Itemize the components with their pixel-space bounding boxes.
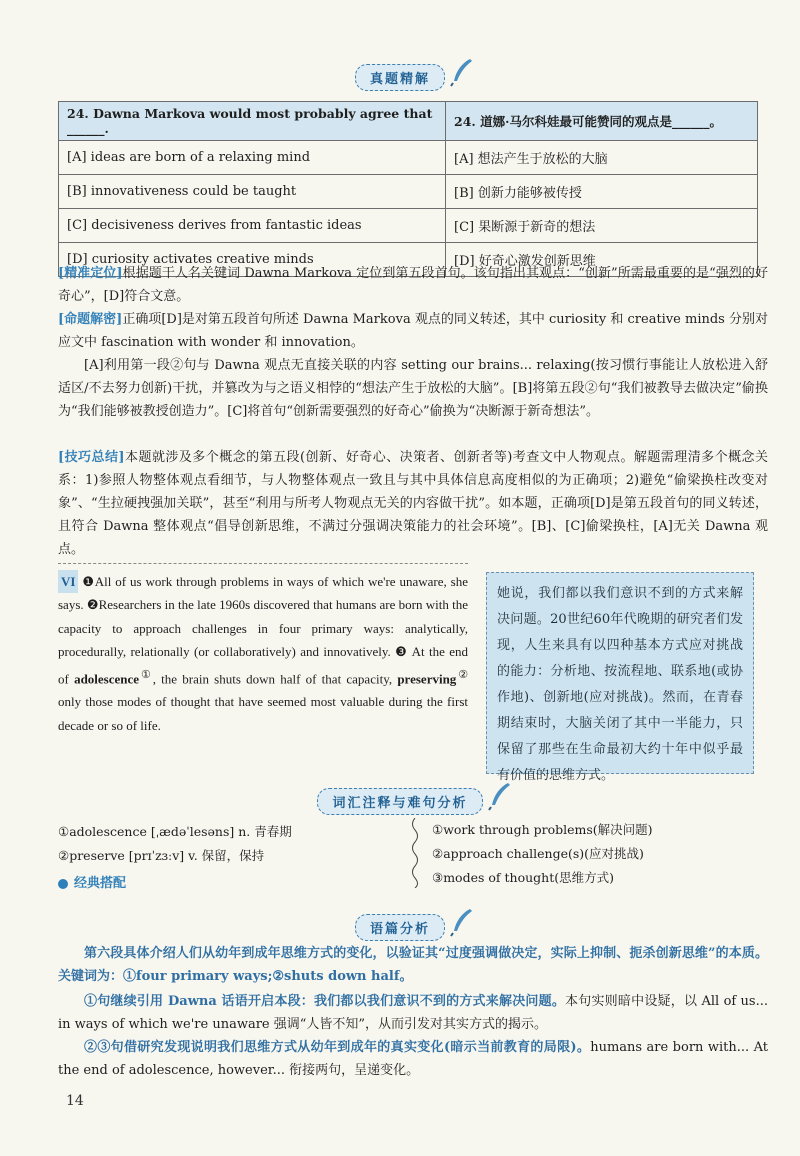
sentence-3-part: only those modes of thought that have seemed most valuable during the first decade or so of life. (58, 694, 468, 733)
collocation-label: 经典搭配 (74, 876, 127, 891)
phrase-list (432, 818, 653, 890)
option-a-en: [A] ideas are born of a relaxing mind (59, 141, 446, 175)
vocab-list (58, 820, 292, 868)
vocab-item: ②preserve [prɪˈzɜːv] v. 保留，保持 (58, 848, 265, 863)
explanation-text: 正确项[D]是对第五段首句所述 Dawna Markova 观点的同义转述，其中 curiosity 和 creative minds 分别对应文中 fascination with wonder 和 innovation。 (58, 312, 768, 350)
explanation-text: 本题就涉及多个概念的第五段(创新、好奇心、决策者、创新者等)考查文中人物观点。解题需理清多个概念关系：1)参照人物整体观点看细节，与人物整体观点一致且与其中具体信息高度相似的为正确项；2)避免“偷梁换柱改变对象”、“生拉硬拽强加关联”，甚至“利用与所考人物观点无关的内容做干扰”。如本题，正确项[D]是第五段首句的同义转述，且符合 Dawna 整体观点“倡导创新思维，不满过分强调决策能力的社会环境”。[B]、[C]偷梁换柱，[A]无关 Dawna 观点。 (58, 450, 768, 557)
tag-decode: [命题解密] (58, 312, 123, 327)
option-c-en: [C] decisiveness derives from fantastic ideas (59, 209, 446, 243)
quill-pen-icon (448, 57, 474, 87)
passage-paragraph (58, 570, 468, 737)
sentence-3-part: , the brain shuts down half of that capacity, (152, 670, 393, 686)
section-header-discourse (0, 914, 800, 941)
quill-pen-icon (486, 781, 512, 811)
sentence-marker: ❷ (86, 597, 99, 613)
sentence-marker: ❸ (395, 644, 408, 660)
paragraph-number: VI (58, 570, 78, 593)
question-stem-cn: 24. 道娜·马尔科娃最可能赞同的观点是______。 (446, 102, 758, 141)
analysis-text: ②③句借研究发现说明我们思维方式从幼年到成年的真实变化(暗示当前教育的局限)。 (84, 1040, 591, 1055)
table-row (59, 102, 758, 141)
translation-text: 她说，我们都以我们意识不到的方式来解决问题。20世纪60年代晚期的研究者们发现，人生来具有以四种基本方式应对挑战的能力：分析地、按流程地、联系地(或协作地)、创新地(应对挑战)。然而，在青春期结束时，大脑关闭了其中一半能力，只保留了那些在生命最初大约十年中似乎最有价值的思维方式。 (497, 586, 743, 783)
option-c-cn: [C] 果断源于新奇的想法 (446, 209, 758, 243)
ornament-divider (410, 818, 420, 888)
option-b-en: [B] innovativeness could be taught (59, 175, 446, 209)
sentence-marker: ❶ (82, 574, 95, 589)
vocab-item: ①adolescence [ˌædəˈlesəns] n. 青春期 (58, 824, 292, 839)
sentence-3-part: At the end of (58, 644, 468, 686)
phrase-item: ③modes of thought(思维方式) (432, 870, 614, 885)
page-number: 14 (66, 1093, 84, 1109)
section-header-label: 真题精解 (369, 72, 430, 87)
explanation-decode (58, 308, 768, 354)
explanation-text: [A]利用第一段②句与 Dawna 观点无直接关联的内容 setting our brains... relaxing(按习惯行事能让人放松进入舒适区/不去努力创新)干扰，并篡改为与之语义相悖的“想法产生于放松的大脑”。[B]将第五段②句“我们被教导去做决定”偷换为“我们能够被教授创造力”。[C]将首句“创新需要强烈的好奇心”偷换为“决断源于新奇想法”。 (58, 358, 768, 419)
analysis-text: 第六段具体介绍人们从幼年到成年思维方式的变化，以验证其“过度强调做决定，实际上抑制、扼杀创新思维”的本质。关键词为： (58, 946, 768, 984)
discourse-paragraph-3 (58, 1036, 768, 1082)
question-table (58, 101, 758, 277)
table-row (59, 175, 758, 209)
sentence-1: All of us work through problems in ways of which we're unaware, she says. (58, 574, 469, 613)
phrase-item: ①work through problems(解决问题) (432, 822, 653, 837)
explanation-location (58, 262, 768, 308)
quill-pen-icon (448, 907, 474, 937)
vocab-word: adolescence (74, 670, 140, 686)
table-row (59, 141, 758, 175)
bullet-icon (58, 879, 68, 889)
divider (58, 563, 468, 564)
tag-skills: [技巧总结] (58, 450, 125, 465)
sentence-2: Researchers in the late 1960s discovered that humans are born with the capacity to approach challenges in four primary ways: analytically, procedurally, relationally (or collaboratively) and innovatively. (58, 597, 468, 660)
analysis-text: ①句继续引用 Dawna 话语开启本段：我们都以我们意识不到的方式来解决问题。 (84, 994, 566, 1009)
explanation-skills (58, 446, 768, 561)
section-header-label: 语篇分析 (369, 922, 430, 937)
section-header-label: 词汇注释与难句分析 (332, 796, 468, 811)
analysis-text: humans are born with... At the end of adolescence, however... 衔接两句，呈递变化。 (58, 1040, 768, 1078)
question-stem-en: 24. Dawna Markova would most probably agree that ______. (59, 102, 446, 141)
section-header-vocab (0, 788, 800, 815)
section-header-real-question (0, 64, 800, 91)
discourse-paragraph-1: 第六段具体介绍人们从幼年到成年思维方式的变化，以验证其“过度强调做决定，实际上抑制、扼杀创新思维”的本质。关键词为：①four primary ways;②shuts down half。 (58, 946, 768, 984)
option-d-cn: [D] 好奇心激发创新思维 (446, 243, 758, 277)
tag-precise-location: [精准定位] (58, 266, 123, 281)
discourse-paragraph-2 (58, 990, 768, 1036)
analysis-text: 本句实则暗中设疑，以 All of us... in ways of which we're unaware 强调“人皆不知”，从而引发对其实方式的揭示。 (58, 994, 768, 1032)
table-row (59, 209, 758, 243)
translation-box (486, 572, 754, 783)
option-a-cn: [A] 想法产生于放松的大脑 (446, 141, 758, 175)
option-b-cn: [B] 创新力能够被传授 (446, 175, 758, 209)
footnote-marker: ① (139, 668, 153, 681)
collocation-heading (58, 872, 126, 891)
explanation-distractors (58, 354, 768, 423)
option-d-en: [D] curiosity activates creative minds (59, 243, 446, 277)
keywords: ①four primary ways;②shuts down half (123, 969, 400, 984)
phrase-item: ②approach challenge(s)(应对挑战) (432, 846, 644, 861)
explanation-text: 根据题干人名关键词 Dawna Markova 定位到第五段首句。该句指出其观点：“创新”所需最重要的是“强烈的好奇心”，[D]符合文意。 (58, 266, 768, 304)
footnote-marker: ② (456, 668, 468, 681)
vocab-word: preserving (397, 670, 457, 686)
